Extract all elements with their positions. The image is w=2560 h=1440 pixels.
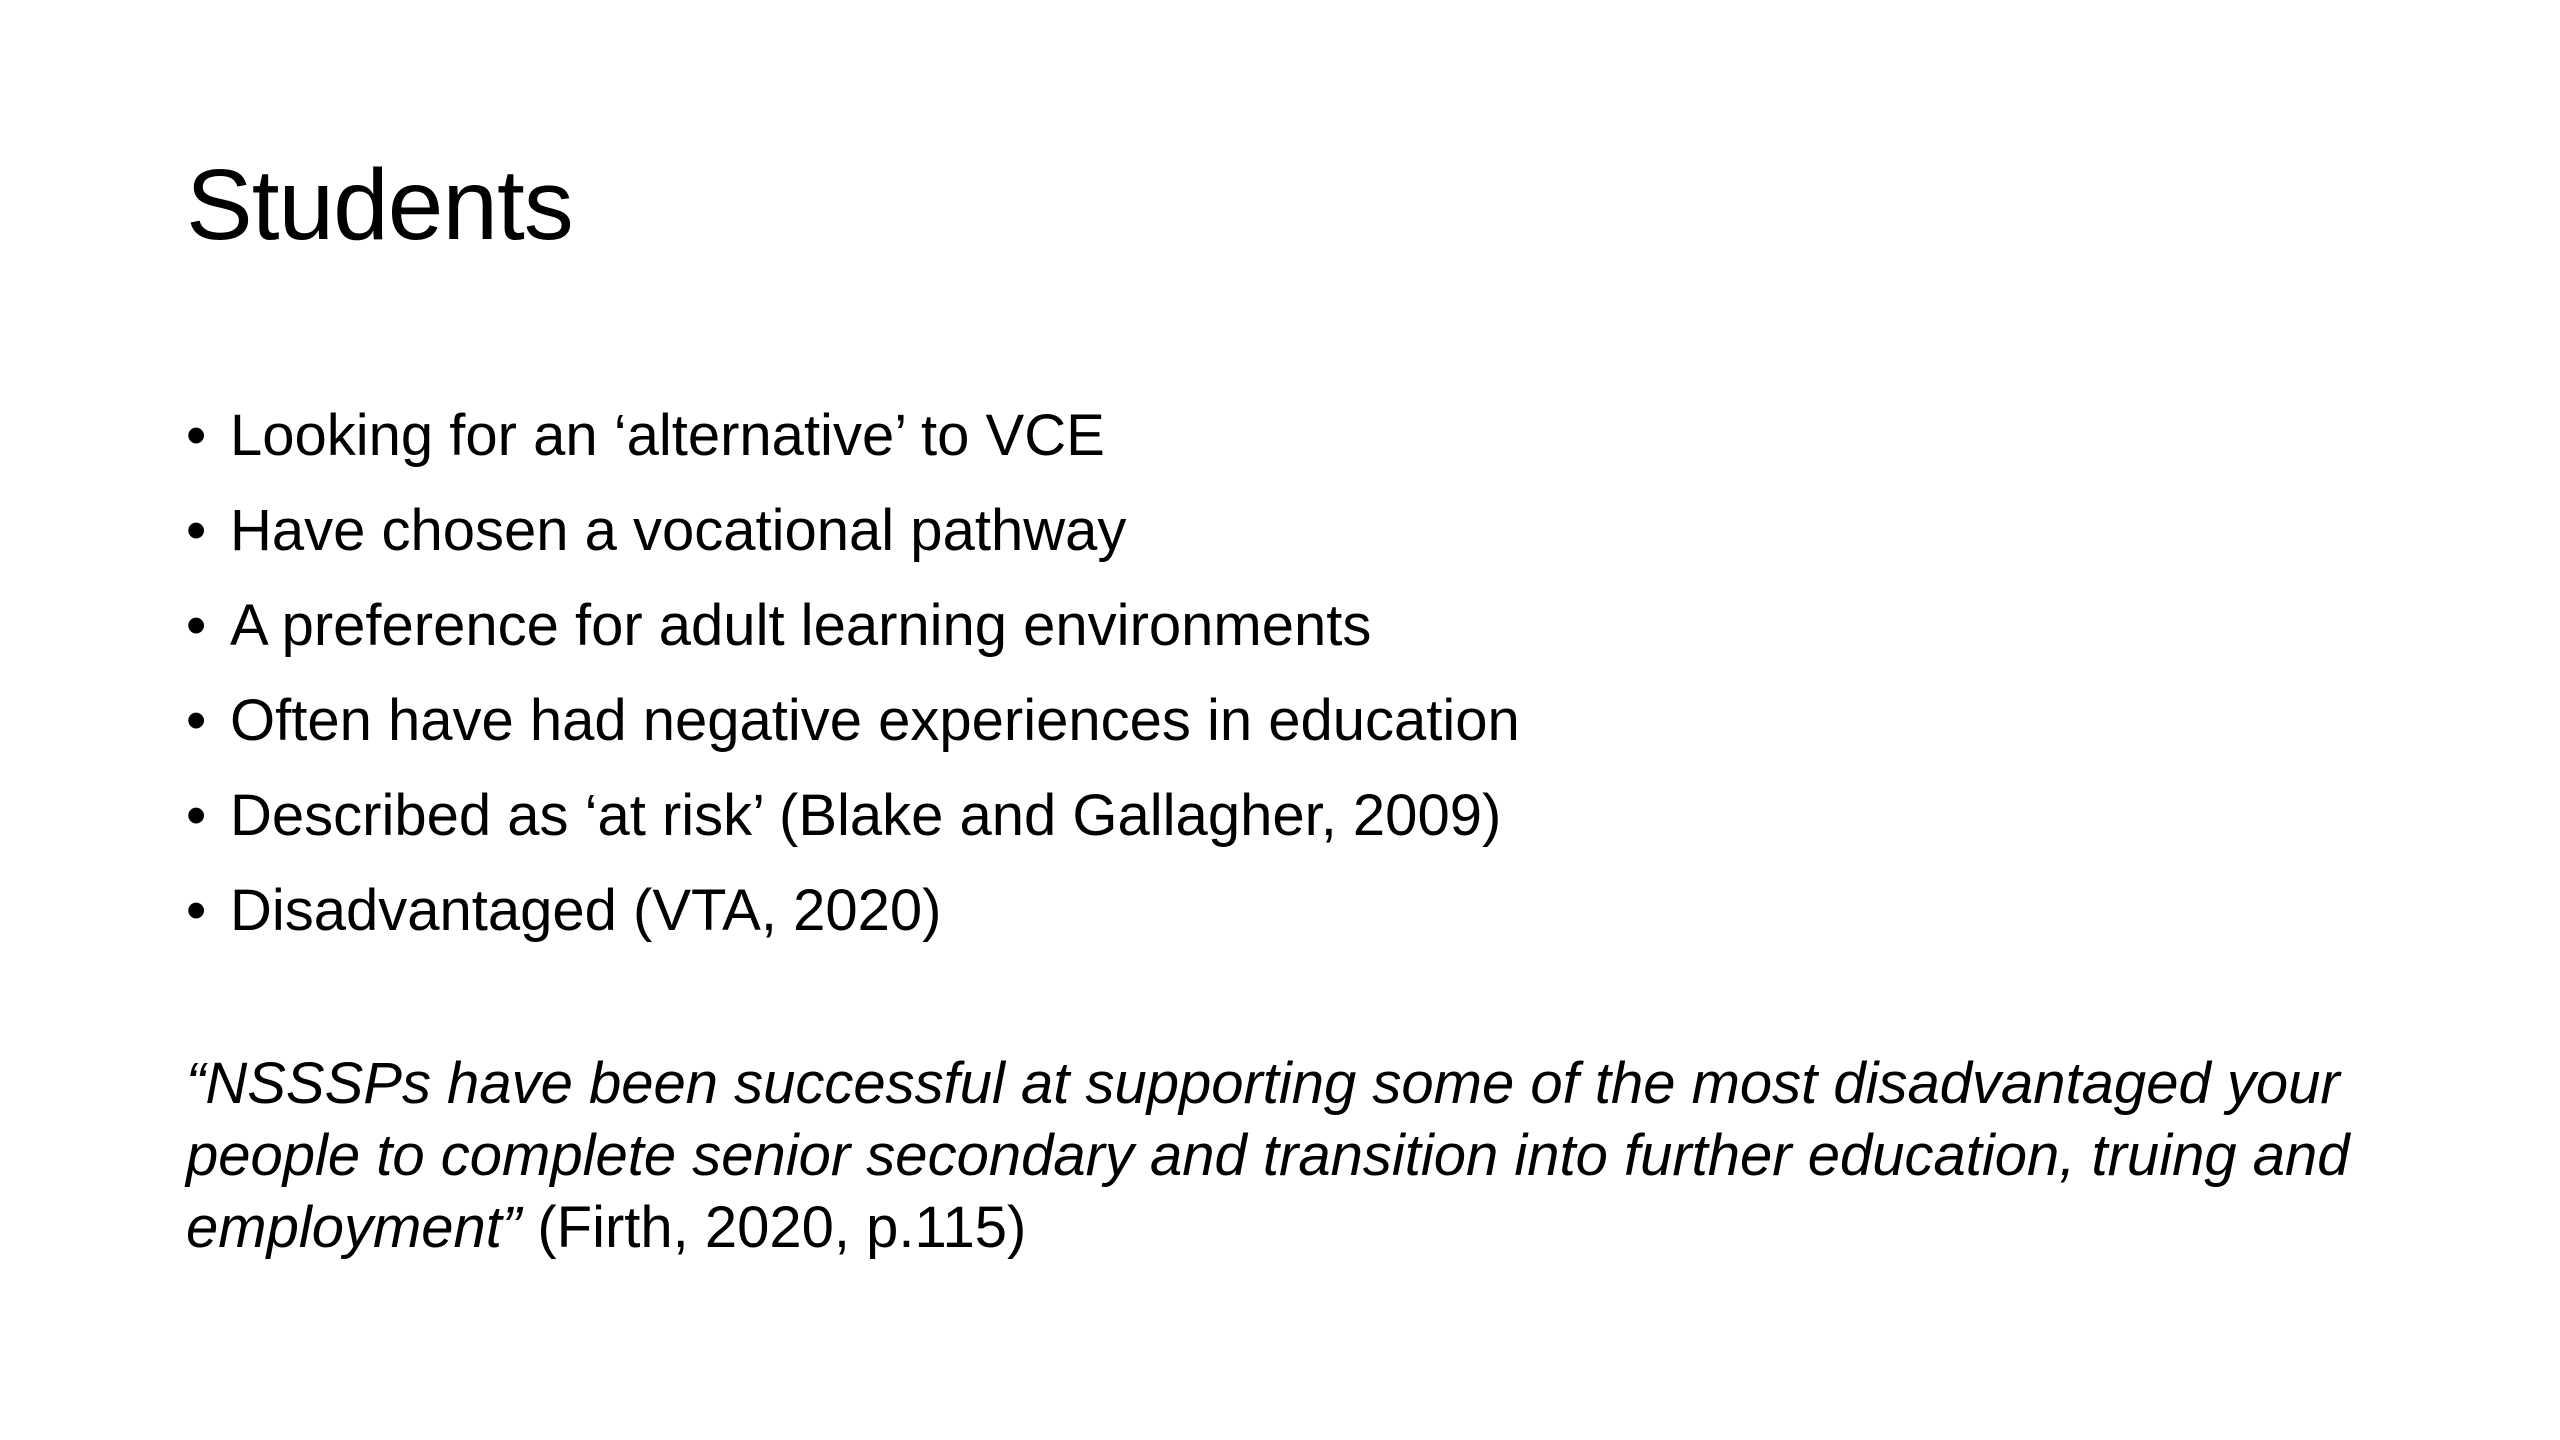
bullet-marker: • [186, 783, 207, 848]
bullet-item [186, 863, 1520, 958]
quote-citation: (Firth, 2020, p.115) [521, 1195, 1027, 1260]
bullet-item [186, 388, 1520, 483]
bullet-text: Looking for an ‘alternative’ to VCE [230, 403, 1105, 468]
bullet-text: A preference for adult learning environments [230, 593, 1372, 658]
quote-text: “NSSSPs have been successful at supporting some of the most disadvantaged your people to complete senior secondary and transition into further education, truing and employment” [186, 1051, 2350, 1260]
bullet-item [186, 483, 1520, 578]
bullet-marker: • [186, 593, 207, 658]
bullet-item [186, 578, 1520, 673]
bullet-text: Have chosen a vocational pathway [230, 498, 1127, 563]
bullet-marker: • [186, 498, 207, 563]
bullet-list [186, 388, 1520, 958]
bullet-item [186, 673, 1520, 768]
quote-block [186, 1048, 2406, 1264]
bullet-item [186, 768, 1520, 863]
bullet-text: Often have had negative experiences in education [230, 688, 1520, 753]
bullet-marker: • [186, 403, 207, 468]
bullet-marker: • [186, 688, 207, 753]
bullet-marker: • [186, 878, 207, 943]
slide-title: Students [186, 149, 573, 261]
bullet-text: Described as ‘at risk’ (Blake and Gallagher, 2009) [230, 783, 1502, 848]
bullet-text: Disadvantaged (VTA, 2020) [230, 878, 942, 943]
